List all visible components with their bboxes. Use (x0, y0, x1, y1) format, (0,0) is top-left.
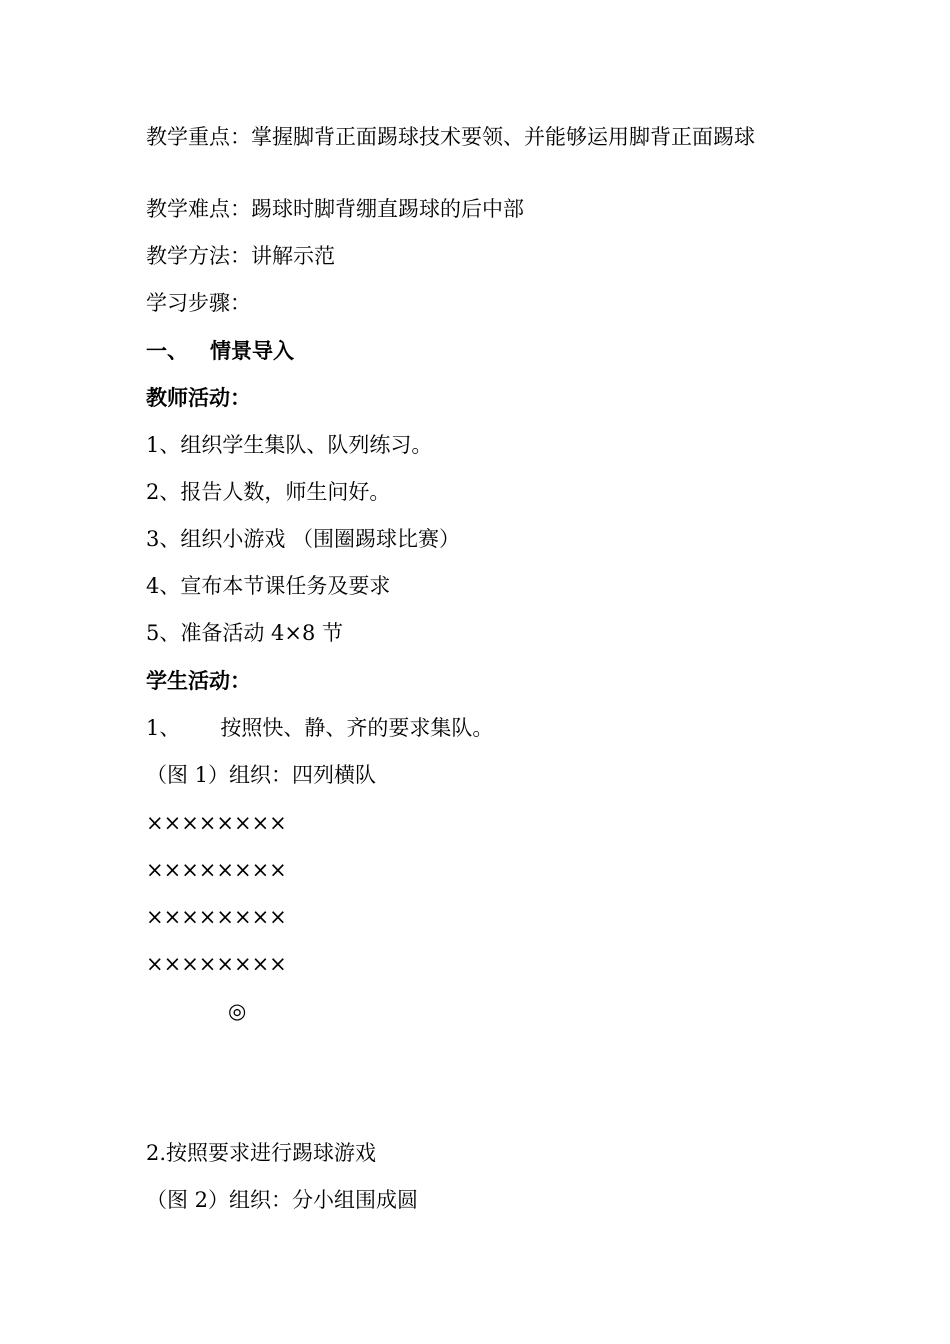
formation-row-2: ×××××××× (146, 858, 287, 882)
formation-row-4: ×××××××× (146, 952, 287, 976)
teacher-item-3: 3、组织小游戏 （围圈踢球比赛） (146, 527, 461, 551)
teacher-item-5: 5、准备活动 4×8 节 (146, 621, 344, 645)
teaching-key-point: 教学重点：掌握脚背正面踢球技术要领、并能够运用脚背正面踢球 (146, 125, 755, 149)
formation-row-1: ×××××××× (146, 811, 287, 835)
learning-steps-heading: 学习步骤： (146, 291, 251, 315)
section-one-number: 一、 (146, 338, 188, 363)
teaching-difficulty: 教学难点：踢球时脚背绷直踢球的后中部 (146, 197, 524, 221)
teacher-item-1: 1、组织学生集队、队列练习。 (146, 433, 433, 457)
teacher-position-marker: ◎ (228, 999, 247, 1023)
teacher-item-2: 2、报告人数，师生问好。 (146, 480, 391, 504)
teacher-activities-heading: 教师活动： (146, 385, 251, 410)
student-item-1-text: 按照快、静、齐的要求集队。 (220, 716, 494, 740)
section-one-heading (146, 339, 826, 363)
formation-row-3: ×××××××× (146, 905, 287, 929)
section-one-title: 情景导入 (210, 338, 294, 363)
figure-2-caption: （图 2）组织：分小组围成圆 (146, 1188, 419, 1212)
student-activities-heading: 学生活动： (146, 668, 251, 693)
student-item-2: 2.按照要求进行踢球游戏 (146, 1141, 377, 1165)
teaching-method: 教学方法：讲解示范 (146, 244, 335, 268)
figure-1-caption: （图 1）组织：四列横队 (146, 763, 377, 787)
student-item-1 (146, 716, 826, 740)
student-item-1-number: 1、 (146, 716, 181, 740)
teacher-item-4: 4、宣布本节课任务及要求 (146, 574, 391, 598)
